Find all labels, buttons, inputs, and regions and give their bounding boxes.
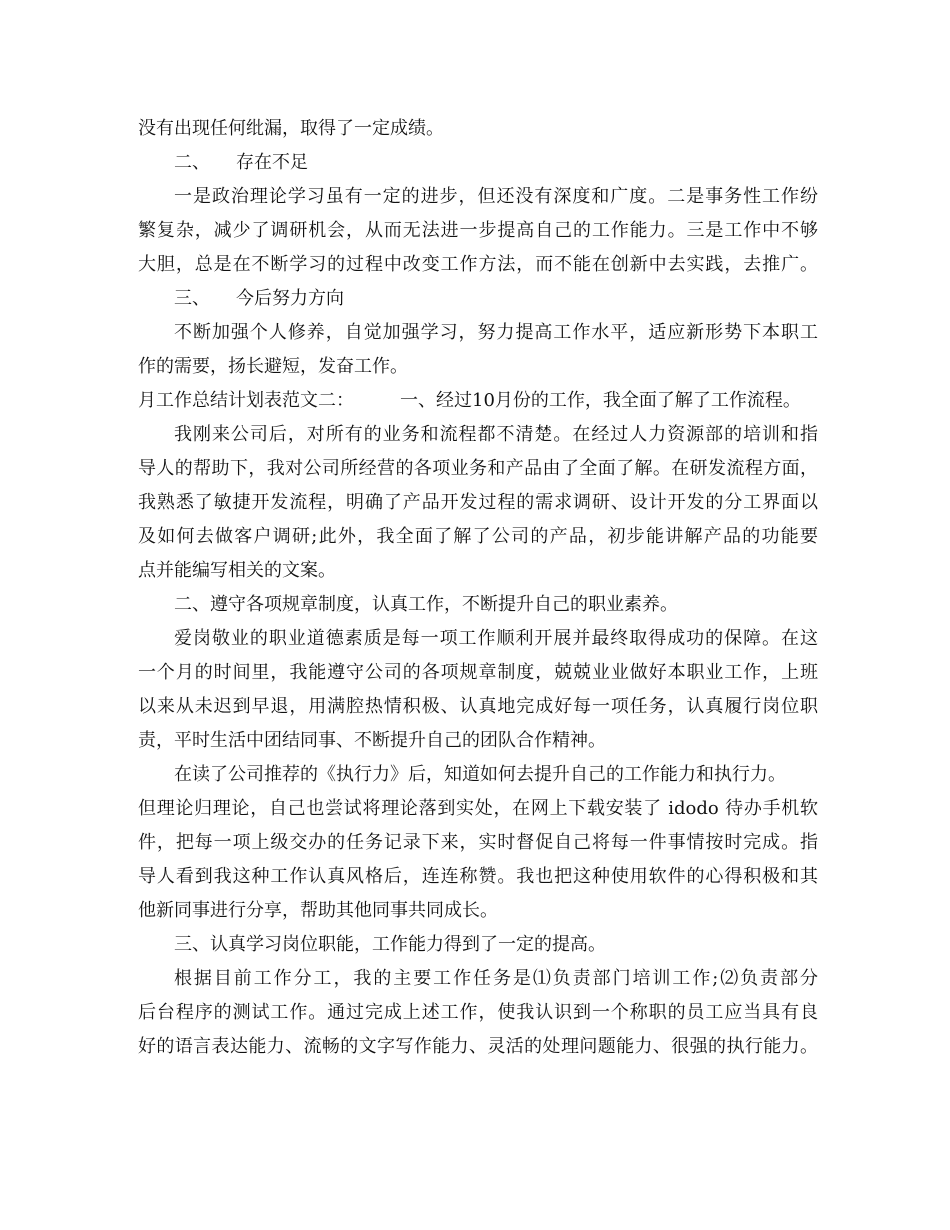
section-first-item: 一、经过10月份的工作，我全面了解了工作流程。 [400,390,801,411]
text-line: 但理论归理论，自己也尝试将理论落到实处，在网上下载安装了 idodo 待办手机软 [138,798,818,819]
paragraph-shortcomings [138,180,818,282]
text-line: 一是政治理论学习虽有一定的进步，但还没有深度和广度。二是事务性工作纷 [174,186,818,207]
heading-number: 二、 [174,152,210,173]
heading-line [138,146,818,180]
text-line: 大胆，总是在不断学习的过程中改变工作方法，而不能在创新中去实践，去推广。 [138,254,818,275]
text-line: 二、遵守各项规章制度，认真工作，不断提升自己的职业素养。 [174,594,678,615]
text-line: 在读了公司推荐的《执行力》后，知道如何去提升自己的工作能力和执行力。 [174,764,786,785]
text-line: 好的语言表达能力、流畅的文字写作能力、灵活的处理问题能力、很强的执行能力。 [138,1036,818,1057]
text-line: 不断加强个人修养，自觉加强学习，努力提高工作水平，适应新形势下本职工 [174,322,818,343]
text-line: 点并能编写相关的文案。 [138,560,336,581]
text-line: 及如何去做客户调研;此外，我全面了解了公司的产品，初步能讲解产品的功能要 [138,526,818,547]
section-two-heading [138,384,818,418]
text-line: 件，把每一项上级交办的任务记录下来，实时督促自己将每一件事情按时完成。指 [138,832,818,853]
heading-shortcomings [138,146,818,180]
text-line: 繁复杂，减少了调研机会，从而无法进一步提高自己的工作能力。三是工作中不够 [138,220,818,241]
text-line: 我熟悉了敏捷开发流程，明确了产品开发过程的需求调研、设计开发的分工界面以 [138,492,818,513]
heading-text: 今后努力方向 [236,288,344,309]
text-line: 爱岗敬业的职业道德素质是每一项工作顺利开展并最终取得成功的保障。在这 [174,628,818,649]
text-line: 导人看到我这种工作认真风格后，连连称赞。我也把这种使用软件的心得积极和其 [138,866,818,887]
text-line: 他新同事进行分享，帮助其他同事共同成长。 [138,900,498,921]
text-line: 以来从未迟到早退，用满腔热情积极、认真地完成好每一项任务，认真履行岗位职 [138,696,818,717]
text-line: 我刚来公司后，对所有的业务和流程都不清楚。在经过人力资源部的培训和指 [174,424,818,445]
heading-rules [138,588,818,622]
text-line [138,384,818,418]
paragraph-future-direction [138,316,818,384]
paragraph-ethics [138,622,818,758]
text-line: 根据目前工作分工，我的主要工作任务是⑴负责部门培训工作;⑵负责部分 [174,968,818,989]
text-line: 一个月的时间里，我能遵守公司的各项规章制度，兢兢业业做好本职业工作，上班 [138,662,818,683]
heading-line [138,282,818,316]
paragraph-workflow [138,418,818,588]
text-line: 三、认真学习岗位职能，工作能力得到了一定的提高。 [174,934,606,955]
text-line: 责，平时生活中团结同事、不断提升自己的团队合作精神。 [138,730,606,751]
heading-text: 存在不足 [236,152,308,173]
section-title: 月工作总结计划表范文二： [138,390,354,411]
paragraph-continuation [138,112,818,146]
heading-number: 三、 [174,288,210,309]
paragraph-execution [138,758,818,928]
text-line: 作的需要，扬长避短，发奋工作。 [138,356,408,377]
paragraph-job-tasks [138,962,818,1064]
text-line: 导人的帮助下，我对公司所经营的各项业务和产品由了全面了解。在研发流程方面， [138,458,818,479]
heading-job-skills [138,928,818,962]
text-line: 没有出现任何纰漏，取得了一定成绩。 [138,118,444,139]
heading-future-direction [138,282,818,316]
text-line: 后台程序的测试工作。通过完成上述工作，使我认识到一个称职的员工应当具有良 [138,1002,818,1023]
